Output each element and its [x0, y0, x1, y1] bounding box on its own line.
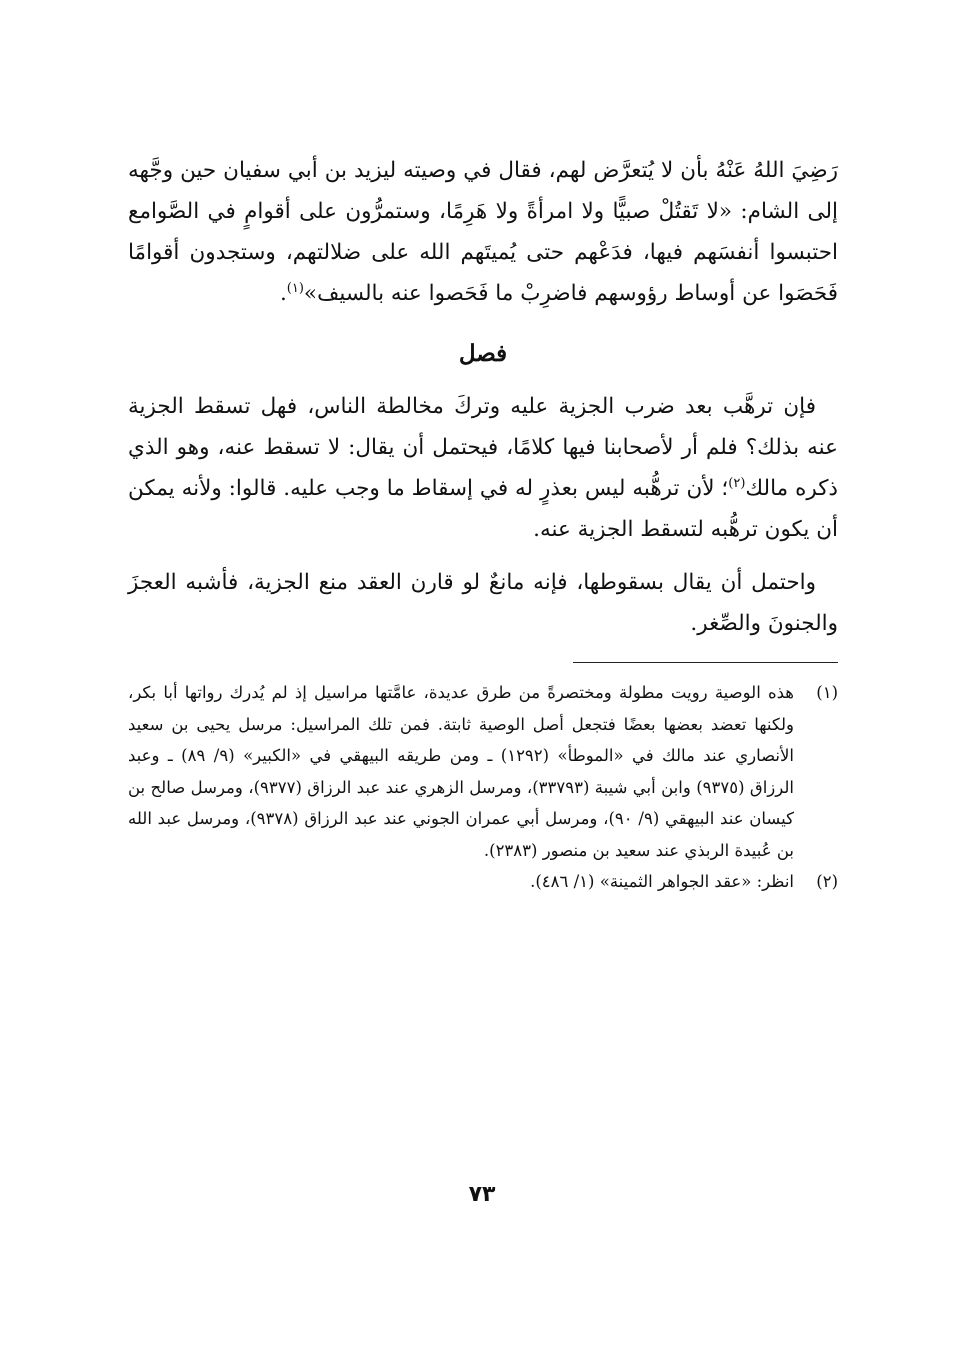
- paragraph-1-text: رَضِيَ اللهُ عَنْهُ بأن لا يُتعرَّض لهم، فقال في وصيته ليزيد بن أبي سفيان حين وجَّهه إلى الشام: «لا تَقتُلْ صبيًّا ولا امرأةً ولا هَرِمًا، وستمرُّون على أقوامٍ في الصَّوامع احتبسوا أنفسَهم فيها، فدَعْهم حتى يُميتَهم الله على ضلالتهم، وستجدون أقوامًا فَحَصَوا عن أوساط رؤوسهم فاضرِبْ ما فَحَصوا عنه بالسيف»: [128, 158, 838, 306]
- footnote-ref-1: (١): [286, 280, 304, 296]
- footnote-text: انظر: «عقد الجواهر الثمينة» (١/ ٤٨٦).: [530, 872, 794, 891]
- page-content: [128, 150, 838, 898]
- body-paragraph-2: [128, 386, 838, 550]
- footnote-2: [128, 866, 838, 898]
- paragraph-2b-text: ؛ لأن ترهُّبه ليس بعذرٍ له في إسقاط ما وجب عليه. قالوا: ولأنه يمكن أن يكون ترهُّبه لتسقط الجزية عنه.: [128, 476, 838, 542]
- page-number: ٧٣: [468, 1182, 496, 1207]
- section-heading: فصل: [458, 340, 508, 367]
- body-paragraph-1: [128, 150, 838, 314]
- footnote-number: (١): [816, 683, 838, 702]
- footnote-ref-2: (٢): [728, 475, 746, 491]
- footnote-divider: [573, 662, 838, 663]
- paragraph-1-end: .: [279, 281, 287, 306]
- footnote-number: (٢): [816, 872, 838, 891]
- paragraph-2a-text: فإن ترهَّب بعد ضرب الجزية عليه وتركَ مخالطة الناس، فهل تسقط الجزية عنه بذلك؟ فلم أر لأصحابنا فيها كلامًا، فيحتمل أن يقال: لا تسقط عنه، وهو الذي ذكره مالك: [128, 394, 839, 501]
- footnote-text: هذه الوصية رويت مطولة ومختصرةً من طرق عديدة، عامَّتها مراسيل إذ لم يُدرك رواتها أبا بكر، ولكنها تعضد بعضها بعضًا فتجعل أصل الوصية ثابتة. فمن تلك المراسيل: مرسل يحيى بن سعيد الأنصاري عند مالك في «الموطأ» (١٢٩٢) ـ ومن طريقه البيهقي في «الكبير» (٩/ ٨٩) ـ وعبد الرزاق (٩٣٧٥) وابن أبي شيبة (٣٣٧٩٣)، ومرسل الزهري عند عبد الرزاق (٩٣٧٧)، ومرسل صالح بن كيسان عند البيهقي (٩/ ٩٠)، ومرسل أبي عمران الجوني عند عبد الرزاق (٩٣٧٨)، ومرسل عبد الله بن عُبيدة الربذي عند سعيد بن منصور (٢٣٨٣).: [128, 683, 794, 860]
- footnote-1: [128, 677, 838, 866]
- body-paragraph-3: واحتمل أن يقال بسقوطها، فإنه مانعٌ لو قارن العقد منع الجزية، فأشبه العجزَ والجنونَ والصِّغر.: [128, 570, 838, 636]
- footnotes: [128, 677, 838, 898]
